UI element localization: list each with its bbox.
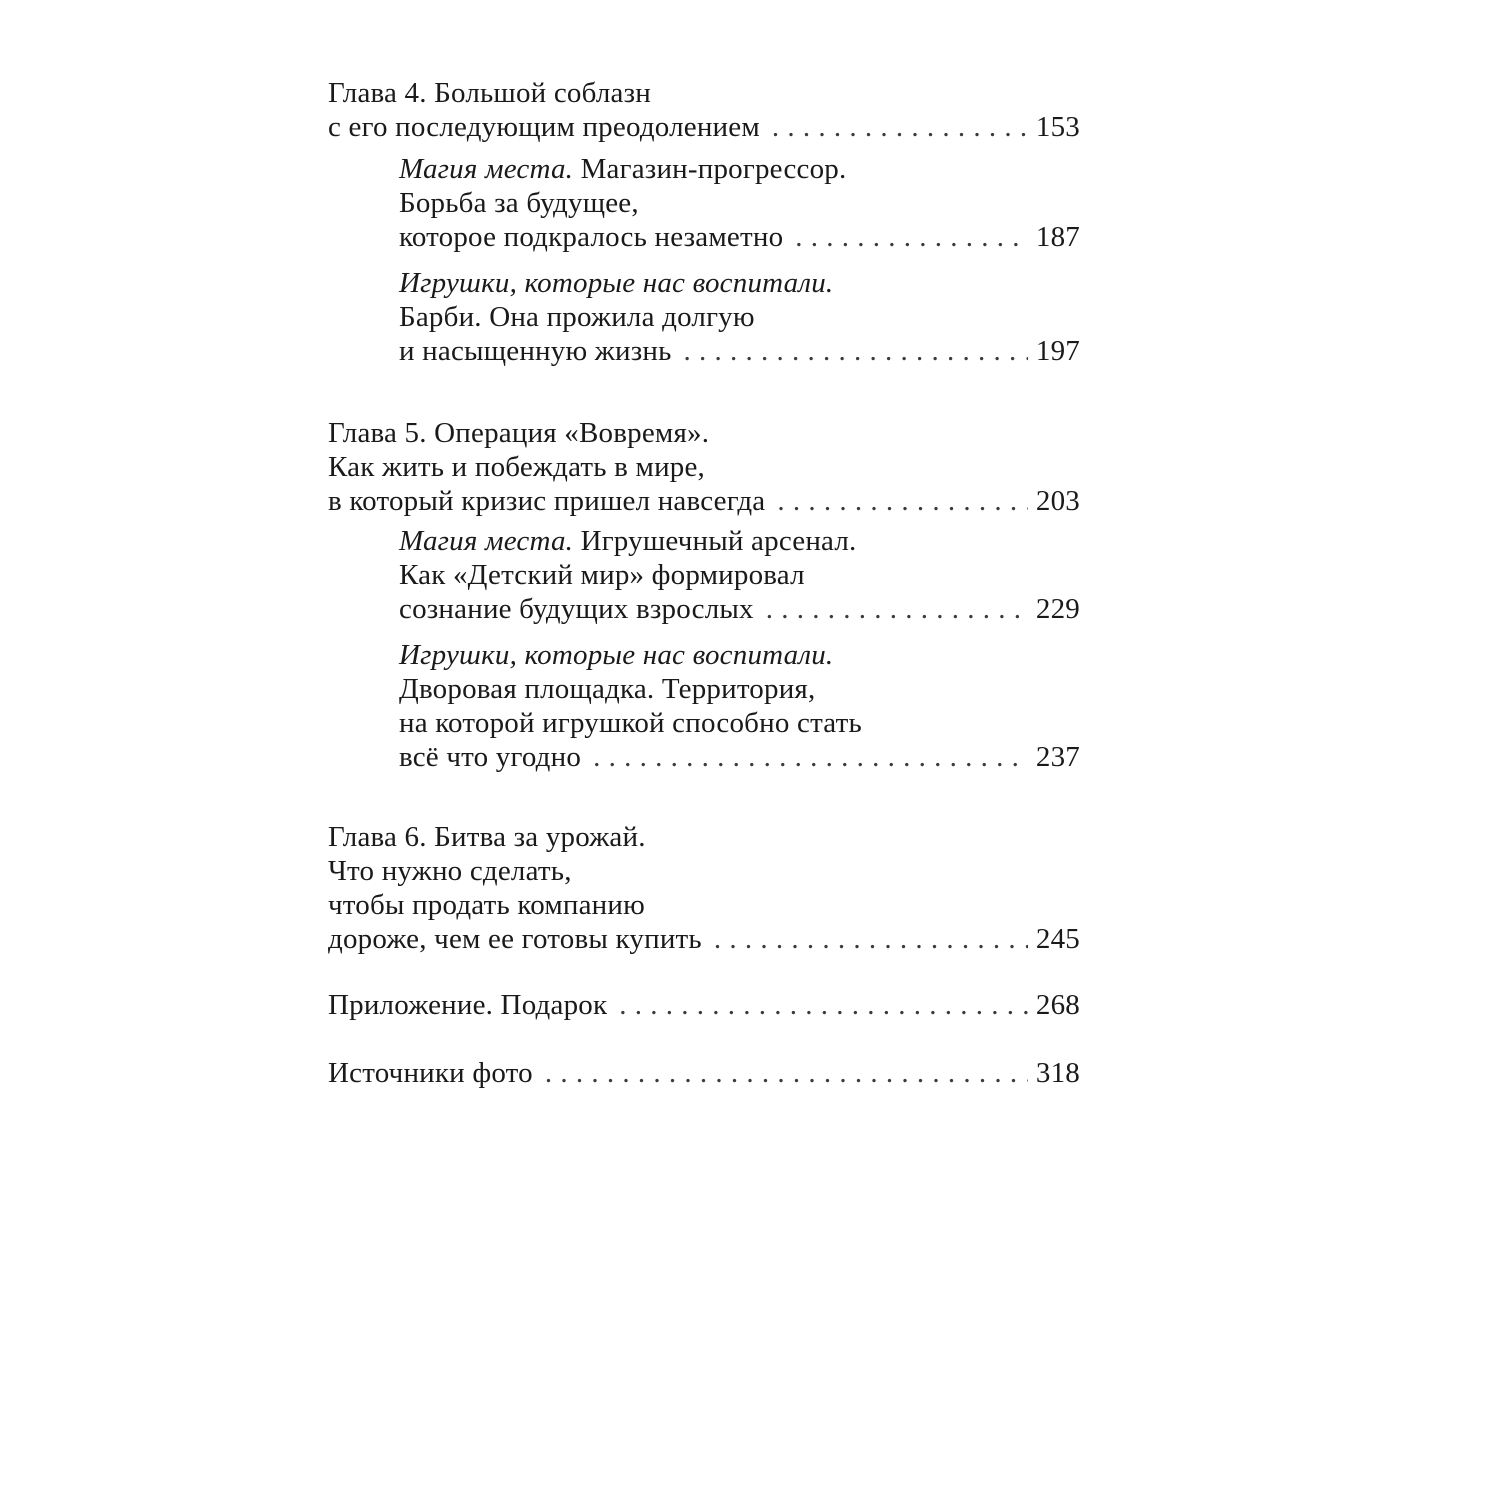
toc-entry-last-line	[328, 484, 1080, 518]
toc-entry-last-line	[328, 110, 1080, 144]
toc-entry-title-line: дороже, чем ее готовы купить	[328, 923, 702, 955]
toc-entry-title-line	[328, 266, 1080, 300]
toc-entry-title-line: с его последующим преодолением	[328, 111, 760, 143]
dot-leader	[714, 922, 1028, 956]
toc-entry-last-line	[328, 334, 1080, 368]
dot-leader	[777, 484, 1028, 518]
toc-entry-last-line	[328, 740, 1080, 774]
page-number: 245	[1035, 923, 1080, 955]
toc-entry-title-line: Что нужно сделать,	[328, 855, 572, 887]
toc-entry-title-line: чтобы продать компанию	[328, 889, 645, 921]
toc-entry-title-line: на которой игрушкой способно стать	[399, 707, 862, 739]
toc-entry-title-line: Глава 5. Операция «Вовремя».	[328, 417, 710, 449]
toc-entry-chapter-6[interactable]	[328, 820, 1080, 956]
toc-entry-title-line	[328, 152, 1080, 186]
dot-leader	[795, 220, 1028, 254]
toc-entry-title-line: Борьба за будущее,	[399, 187, 639, 219]
toc-entry-magic-place-4[interactable]	[328, 152, 1080, 254]
toc-entry-last-line	[328, 988, 1080, 1022]
toc-entry-title-line: всё что угодно	[399, 741, 582, 773]
toc-entry-title-line	[328, 638, 1080, 672]
section-label: Магия места.	[399, 525, 574, 557]
page-number: 187	[1035, 221, 1080, 253]
dot-leader	[684, 334, 1028, 368]
toc-entry-magic-place-5[interactable]	[328, 524, 1080, 626]
toc-entry-title-line: Глава 6. Битва за урожай.	[328, 821, 646, 853]
toc-entry-title-line: которое подкралось незаметно	[399, 221, 784, 253]
dot-leader	[593, 740, 1028, 774]
dot-leader	[545, 1056, 1028, 1090]
toc-entry-title-line	[328, 524, 1080, 558]
page-number: 268	[1035, 989, 1080, 1021]
toc-entry-last-line	[328, 592, 1080, 626]
toc-entry-title-line: Как «Детский мир» формировал	[399, 559, 805, 591]
toc-entry-title-line: Источники фото	[328, 1057, 533, 1089]
page-number: 197	[1035, 335, 1080, 367]
dot-leader	[772, 110, 1028, 144]
toc-entry-toys-4[interactable]	[328, 266, 1080, 368]
toc-entry-title-line: Барби. Она прожила долгую	[399, 301, 755, 333]
toc-entry-title-line: и насыщенную жизнь	[399, 335, 672, 367]
toc-entry-chapter-4[interactable]	[328, 76, 1080, 144]
toc-entry-last-line	[328, 922, 1080, 956]
toc-entry-toys-5[interactable]	[328, 638, 1080, 774]
toc-entry-title-line: Глава 4. Большой соблазн	[328, 77, 651, 109]
toc-entry-title-text: Магазин-прогрессор.	[580, 153, 847, 185]
page-number: 153	[1035, 111, 1080, 143]
toc-entry-title-line: сознание будущих взрослых	[399, 593, 754, 625]
section-label: Игрушки, которые нас воспитали.	[399, 267, 834, 299]
page-number: 203	[1035, 485, 1080, 517]
toc-entry-appendix[interactable]	[328, 988, 1080, 1022]
toc-entry-title-line: в который кризис пришел навсегда	[328, 485, 766, 517]
toc-entry-title-line: Как жить и побеждать в мире,	[328, 451, 706, 483]
page-number: 237	[1035, 741, 1080, 773]
toc-entry-photo-sources[interactable]	[328, 1056, 1080, 1090]
toc-entry-title-line: Дворовая площадка. Территория,	[399, 673, 816, 705]
toc-entry-last-line	[328, 1056, 1080, 1090]
toc-entry-last-line	[328, 220, 1080, 254]
toc-entry-title-line: Приложение. Подарок	[328, 989, 608, 1021]
toc-entry-chapter-5[interactable]	[328, 416, 1080, 518]
page-number: 229	[1035, 593, 1080, 625]
section-label: Магия места.	[399, 153, 574, 185]
dot-leader	[766, 592, 1028, 626]
dot-leader	[619, 988, 1028, 1022]
section-label: Игрушки, которые нас воспитали.	[399, 639, 834, 671]
page-number: 318	[1035, 1057, 1080, 1089]
toc-entry-title-text: Игрушечный арсенал.	[580, 525, 857, 557]
